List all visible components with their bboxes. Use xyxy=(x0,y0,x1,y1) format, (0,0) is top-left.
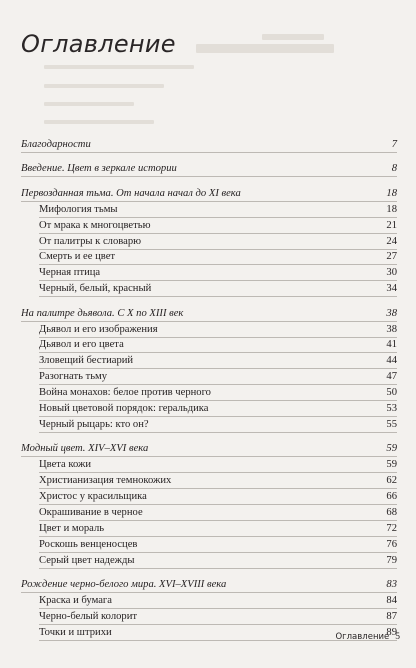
toc-entry-title: Окрашивание в черное xyxy=(39,506,143,518)
toc-entry-title: Смерть и ее цвет xyxy=(39,251,116,263)
toc-entry-page-number: 79 xyxy=(386,554,397,566)
toc-entry-page-number: 59 xyxy=(386,459,397,471)
toc-entry-page-number: 68 xyxy=(386,506,397,518)
toc-entry-title: Модный цвет. XIV–XVI века xyxy=(21,443,149,455)
table-of-contents xyxy=(21,137,397,641)
toc-chapter-entry[interactable] xyxy=(21,577,397,593)
toc-entry-page-number: 53 xyxy=(386,403,397,415)
show-through-mark xyxy=(44,102,134,106)
toc-entry-page-number: 38 xyxy=(386,323,397,335)
toc-entry-title: Точки и штрихи xyxy=(39,626,112,638)
toc-subsection-entry[interactable] xyxy=(39,353,397,369)
toc-entry-page-number: 24 xyxy=(386,235,397,247)
toc-entry-title: Роскошь венценосцев xyxy=(39,538,138,550)
toc-section-gap xyxy=(21,297,397,306)
toc-chapter-entry[interactable] xyxy=(21,161,397,177)
show-through-mark xyxy=(44,120,154,124)
toc-section-gap xyxy=(21,569,397,578)
running-footer xyxy=(0,632,400,642)
toc-entry-page-number: 8 xyxy=(391,163,397,175)
toc-subsection-entry[interactable] xyxy=(39,473,397,489)
toc-entry-page-number: 18 xyxy=(386,203,397,215)
toc-entry-page-number: 87 xyxy=(386,610,397,622)
toc-entry-title: От мрака к многоцветью xyxy=(39,219,151,231)
toc-subsection-entry[interactable] xyxy=(39,234,397,250)
toc-entry-title: Первозданная тьма. От начала начал до XI века xyxy=(21,187,241,199)
toc-entry-title: Христос у красильщика xyxy=(39,491,147,503)
toc-section-gap xyxy=(21,153,397,162)
toc-entry-page-number: 83 xyxy=(386,579,397,591)
toc-subsection-entry[interactable] xyxy=(39,338,397,354)
footer-label: Оглавление xyxy=(335,632,390,642)
toc-entry-page-number: 50 xyxy=(386,387,397,399)
page-number: 5 xyxy=(395,632,400,642)
toc-entry-title: Серый цвет надежды xyxy=(39,554,135,566)
toc-entry-page-number: 34 xyxy=(386,283,397,295)
toc-entry-page-number: 18 xyxy=(386,187,397,199)
toc-subsection-entry[interactable] xyxy=(39,521,397,537)
toc-entry-page-number: 62 xyxy=(386,475,397,487)
show-through-mark xyxy=(196,44,334,53)
toc-subsection-entry[interactable] xyxy=(39,385,397,401)
toc-entry-title: Дьявол и его изображения xyxy=(39,323,158,335)
toc-subsection-entry[interactable] xyxy=(39,553,397,569)
toc-chapter-entry[interactable] xyxy=(21,186,397,202)
toc-subsection-entry[interactable] xyxy=(39,593,397,609)
toc-entry-title: Война монахов: белое против черного xyxy=(39,387,211,399)
toc-subsection-entry[interactable] xyxy=(39,218,397,234)
toc-entry-page-number: 55 xyxy=(386,418,397,430)
toc-entry-page-number: 66 xyxy=(386,491,397,503)
toc-chapter-entry[interactable] xyxy=(21,306,397,322)
toc-subsection-entry[interactable] xyxy=(39,369,397,385)
show-through-mark xyxy=(44,84,164,88)
toc-entry-title: Дьявол и его цвета xyxy=(39,339,124,351)
toc-entry-title: Христианизация темнокожих xyxy=(39,475,172,487)
toc-entry-page-number: 7 xyxy=(391,138,397,150)
toc-entry-title: Разогнать тьму xyxy=(39,371,108,383)
toc-subsection-entry[interactable] xyxy=(39,417,397,433)
toc-entry-title: Цвет и мораль xyxy=(39,522,105,534)
toc-entry-page-number: 72 xyxy=(386,522,397,534)
toc-entry-title: От палитры к словарю xyxy=(39,235,142,247)
toc-entry-page-number: 76 xyxy=(386,538,397,550)
show-through-mark xyxy=(262,34,324,40)
toc-subsection-entry[interactable] xyxy=(39,457,397,473)
toc-chapter-entry[interactable] xyxy=(21,137,397,153)
toc-entry-page-number: 30 xyxy=(386,267,397,279)
toc-entry-title: Черно-белый колорит xyxy=(39,610,137,622)
toc-subsection-entry[interactable] xyxy=(39,281,397,297)
toc-entry-page-number: 84 xyxy=(386,595,397,607)
toc-entry-title: Новый цветовой порядок: геральдика xyxy=(39,403,209,415)
toc-entry-title: Черный, белый, красный xyxy=(39,283,152,295)
toc-entry-title: Краска и бумага xyxy=(39,595,112,607)
toc-entry-title: Введение. Цвет в зеркале истории xyxy=(21,163,177,175)
toc-entry-page-number: 44 xyxy=(386,355,397,367)
toc-subsection-entry[interactable] xyxy=(39,202,397,218)
toc-entry-page-number: 59 xyxy=(386,443,397,455)
toc-entry-page-number: 21 xyxy=(386,219,397,231)
toc-entry-title: На палитре дьявола. С X по XIII век xyxy=(21,307,184,319)
toc-subsection-entry[interactable] xyxy=(39,505,397,521)
toc-entry-title: Рождение черно-белого мира. XVI–XVIII века xyxy=(21,579,227,591)
toc-subsection-entry[interactable] xyxy=(39,250,397,266)
toc-entry-page-number: 47 xyxy=(386,371,397,383)
toc-subsection-entry[interactable] xyxy=(39,489,397,505)
toc-entry-title: Благодарности xyxy=(21,138,91,150)
toc-entry-title: Мифология тьмы xyxy=(39,203,118,215)
toc-entry-title: Черный рыцарь: кто он? xyxy=(39,418,149,430)
toc-subsection-entry[interactable] xyxy=(39,401,397,417)
toc-section-gap xyxy=(21,433,397,442)
toc-entry-page-number: 41 xyxy=(386,339,397,351)
toc-subsection-entry[interactable] xyxy=(39,537,397,553)
toc-entry-title: Зловещий бестиарий xyxy=(39,355,134,367)
toc-chapter-entry[interactable] xyxy=(21,442,397,458)
show-through-mark xyxy=(44,65,194,69)
page-title: Оглавление xyxy=(21,30,176,58)
toc-entry-page-number: 89 xyxy=(386,626,397,638)
toc-entry-page-number: 27 xyxy=(386,251,397,263)
toc-section-gap xyxy=(21,177,397,186)
toc-subsection-entry[interactable] xyxy=(39,322,397,338)
toc-entry-page-number: 38 xyxy=(386,307,397,319)
toc-entry-title: Цвета кожи xyxy=(39,459,92,471)
toc-subsection-entry[interactable] xyxy=(39,609,397,625)
toc-entry-title: Черная птица xyxy=(39,267,101,279)
toc-subsection-entry[interactable] xyxy=(39,265,397,281)
